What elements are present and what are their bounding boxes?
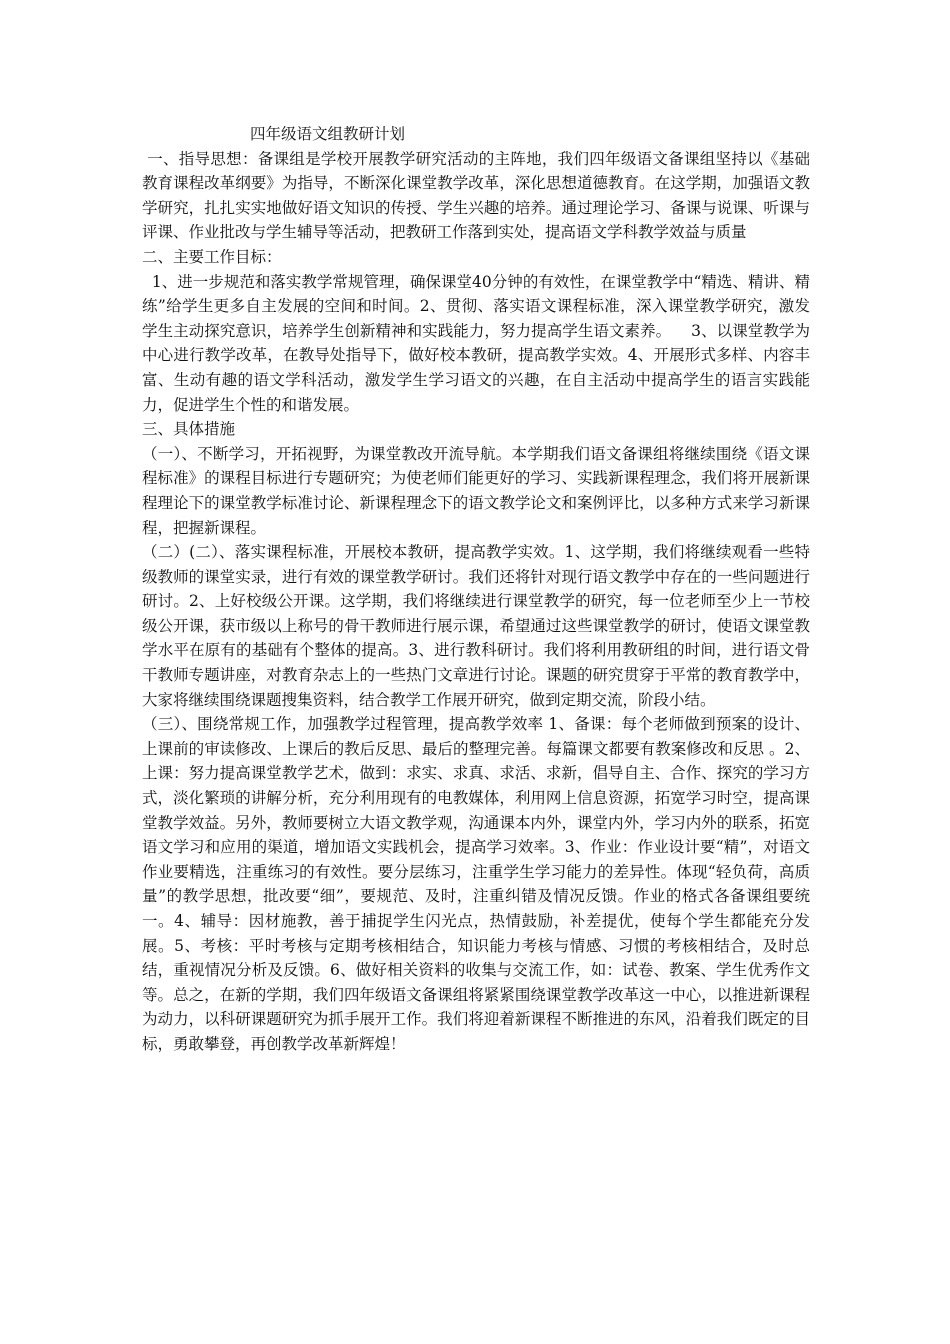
heading-main-goals: 二、主要工作目标： bbox=[142, 247, 282, 266]
document-title: 四年级语文组教研计划 bbox=[250, 125, 406, 143]
section-measure-1: （一）、不断学习，开拓视野，为课堂教改开流导航。本学期我们语文备课组将继续围绕《语文课程标准》的课程目标进行专题研究；为使老师们能更好的学习、实践新课程理念，我们将开展新课程理论下的课堂教学标准讨论、新课程理念下的语文教学论文和案例评比，以多种方式来学习新课程，把握新课程。 bbox=[142, 444, 810, 537]
section-guiding-ideology: 一、指导思想：备课组是学校开展教学研究活动的主阵地，我们四年级语文备课组坚持以《基础教育课程改革纲要》为指导，不断深化课堂教学改革，深化思想道德教育。在这学期，加强语文教学研究，扎扎实实地做好语文知识的传授、学生兴趣的培养。通过理论学习、备课与说课、听课与评课、作业批改与学生辅导等活动，把教研工作落到实处，提高语文学科教学效益与质量 bbox=[142, 149, 810, 242]
section-measure-3: （三）、围绕常规工作，加强教学过程管理，提高教学效率 1、备课：每个老师做到预案的设计、上课前的审读修改、上课后的教后反思、最后的整理完善。每篇课文都要有教案修改和反思 。2、上课：努力提高课堂教学艺术，做到：求实、求真、求活、求新，倡导自主、合作、探究的学习方式，淡化繁琐的讲解分析，充分利用现有的电教媒体，利用网上信息资源，拓宽学习时空，提高课堂教学效益。另外，教师要树立大语文教学观，沟通课本内外，课堂内外，学习内外的联系，拓宽语文学习和应用的渠道，增加语文实践机会，提高学习效率。3、作业：作业设计要“精”，对语文作业要精选，注重练习的有效性。要分层练习，注重学生学习能力的差异性。体现“轻负荷，高质量”的教学思想，批改要“细”，要规范、及时，注重纠错及情况反馈。作业的格式各备课组要统一。4、辅导：因材施教，善于捕捉学生闪光点，热情鼓励，补差提优，使每个学生都能充分发展。5、考核：平时考核与定期考核相结合，知识能力考核与情感、习惯的考核相结合，及时总结，重视情况分析及反馈。6、做好相关资料的收集与交流工作，如：试卷、教案、学生优秀作文等。总之，在新的学期，我们四年级语文备课组将紧紧围绕课堂教学改革这一中心，以推进新课程为动力，以科研课题研究为抓手展开工作。我们将迎着新课程不断推进的东风，沿着我们既定的目标，勇敢攀登，再创教学改革新辉煌！ bbox=[142, 715, 810, 1053]
heading-measures: 三、具体措施 bbox=[142, 420, 236, 439]
document-page bbox=[142, 122, 810, 1057]
section-measure-2: （二）(二）、落实课程标准，开展校本教研，提高教学实效。1、这学期，我们将继续观看一些特级教师的课堂实录，进行有效的课堂教学研讨。我们还将针对现行语文教学中存在的一些问题进行研讨。2、上好校级公开课。这学期，我们将继续进行课堂教学的研究，每一位老师至少上一节校级公开课，获市级以上称号的骨干教师进行展示课，希望通过这些课堂教学的研讨，使语文课堂教学水平在原有的基础有个整体的提高。3、进行教科研讨。我们将利用教研组的时间，进行语文骨干教师专题讲座，对教育杂志上的一些热门文章进行讨论。课题的研究贯穿于平常的教育教学中，大家将继续围绕课题搜集资料，结合教学工作展开研究，做到定期交流，阶段小结。 bbox=[142, 543, 810, 709]
section-main-goals: 1、进一步规范和落实教学常规管理，确保课堂40分钟的有效性，在课堂教学中“精选、精讲、精练”给学生更多自主发展的空间和时间。2、贯彻、落实语文课程标准，深入课堂教学研究，激发学生主动探究意识，培养学生创新精神和实践能力，努力提高学生语文素养。 3、以课堂教学为中心进行教学改革，在教导处指导下，做好校本教研，提高教学实效。4、开展形式多样、内容丰富、生动有趣的语文学科活动，激发学生学习语文的兴趣，在自主活动中提高学生的语言实践能力，促进学生个性的和谐发展。 bbox=[142, 272, 810, 414]
